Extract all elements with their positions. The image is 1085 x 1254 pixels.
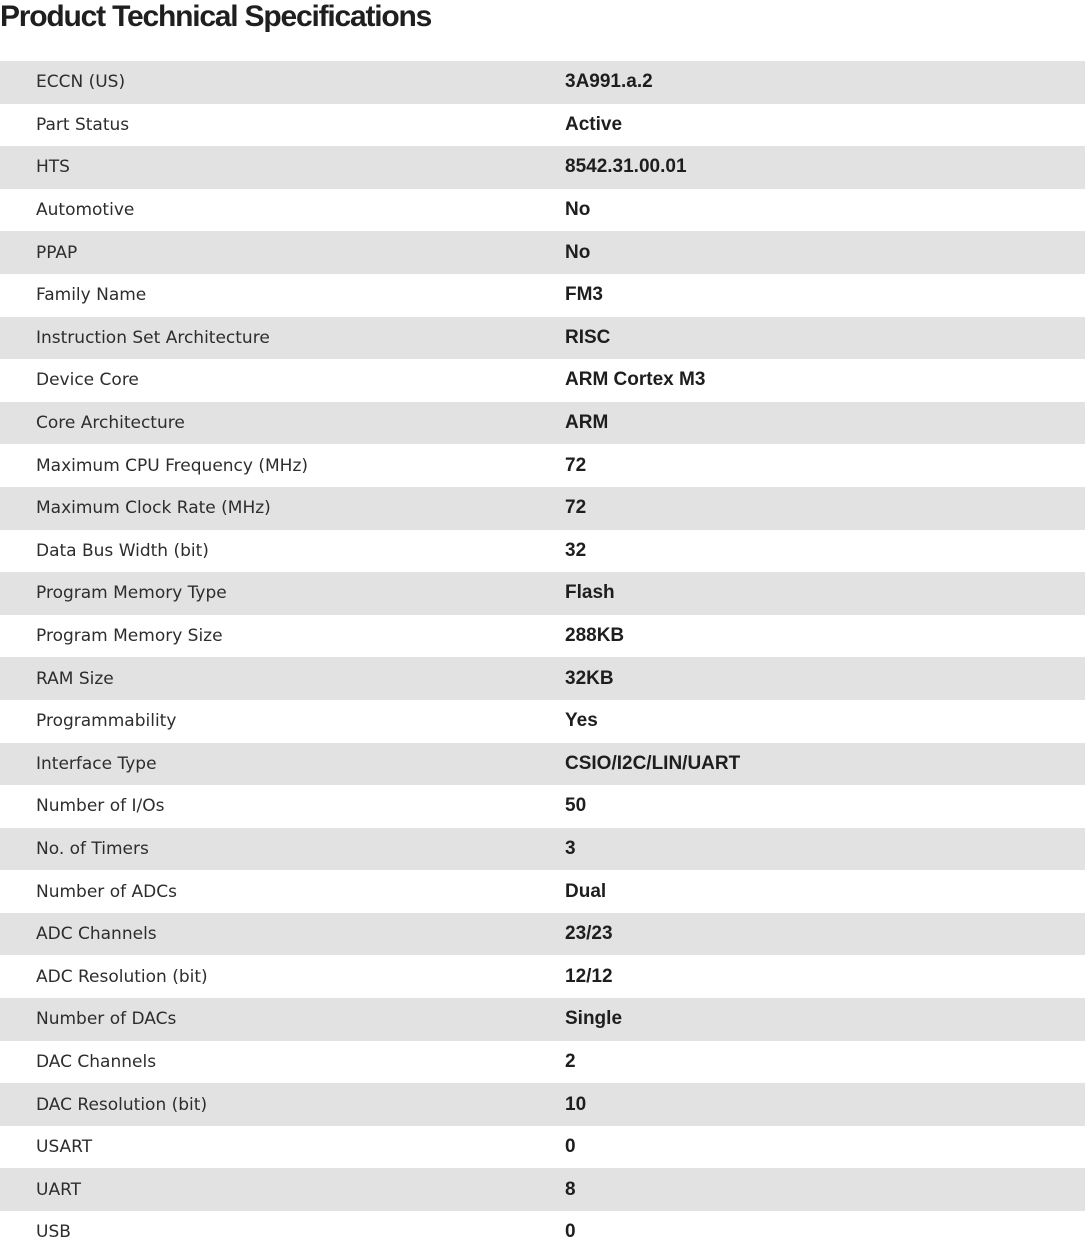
- spec-label: DAC Resolution (bit): [36, 1094, 208, 1115]
- spec-value: RISC: [565, 326, 611, 348]
- spec-label: UART: [36, 1179, 82, 1200]
- spec-row: [0, 317, 1085, 360]
- spec-value: 3A991.a.2: [565, 71, 653, 93]
- spec-row: [0, 700, 1085, 743]
- spec-value: 72: [565, 454, 587, 476]
- spec-row: [0, 1083, 1085, 1126]
- spec-value: No: [565, 199, 591, 221]
- spec-row: [0, 189, 1085, 232]
- spec-label: No. of Timers: [36, 838, 149, 859]
- spec-row: [0, 487, 1085, 530]
- spec-value: 8: [565, 1178, 576, 1200]
- spec-label: ADC Channels: [36, 924, 157, 945]
- spec-row: [0, 359, 1085, 402]
- spec-row: [0, 1211, 1085, 1254]
- spec-row: [0, 530, 1085, 573]
- spec-label: USB: [36, 1222, 71, 1243]
- spec-label: USART: [36, 1137, 93, 1158]
- spec-value: 32: [565, 539, 587, 561]
- spec-row: [0, 785, 1085, 828]
- spec-table: [0, 61, 1085, 1254]
- spec-label: ECCN (US): [36, 72, 126, 93]
- spec-label: Maximum Clock Rate (MHz): [36, 498, 271, 519]
- spec-row: [0, 913, 1085, 956]
- spec-label: Program Memory Type: [36, 583, 227, 604]
- spec-label: Interface Type: [36, 753, 157, 774]
- spec-label: RAM Size: [36, 668, 114, 689]
- spec-value: 23/23: [565, 923, 613, 945]
- spec-value: 50: [565, 795, 587, 817]
- spec-row: [0, 231, 1085, 274]
- spec-label: Number of I/Os: [36, 796, 165, 817]
- spec-value: 3: [565, 837, 576, 859]
- spec-value: CSIO/I2C/LIN/UART: [565, 752, 741, 774]
- spec-row: [0, 955, 1085, 998]
- spec-value: 288KB: [565, 625, 625, 647]
- spec-row: [0, 444, 1085, 487]
- spec-row: [0, 870, 1085, 913]
- spec-row: [0, 615, 1085, 658]
- spec-row: [0, 572, 1085, 615]
- spec-row: [0, 828, 1085, 871]
- spec-label: Number of ADCs: [36, 881, 177, 902]
- spec-value: ARM: [565, 412, 609, 434]
- spec-value: Yes: [565, 710, 598, 732]
- spec-label: Family Name: [36, 285, 147, 306]
- spec-label: Programmability: [36, 711, 177, 732]
- spec-label: Device Core: [36, 370, 139, 391]
- spec-label: ADC Resolution (bit): [36, 966, 208, 987]
- spec-value: 2: [565, 1050, 576, 1072]
- spec-label: Number of DACs: [36, 1009, 177, 1030]
- spec-value: 8542.31.00.01: [565, 156, 687, 178]
- spec-value: Flash: [565, 582, 615, 604]
- spec-value: Active: [565, 113, 623, 135]
- spec-value: 72: [565, 497, 587, 519]
- spec-label: Automotive: [36, 200, 135, 221]
- spec-label: HTS: [36, 157, 70, 178]
- spec-value: 0: [565, 1136, 576, 1158]
- spec-row: [0, 743, 1085, 786]
- spec-value: Dual: [565, 880, 607, 902]
- spec-label: Core Architecture: [36, 413, 185, 434]
- spec-row: [0, 1041, 1085, 1084]
- spec-value: 10: [565, 1093, 587, 1115]
- spec-value: Single: [565, 1008, 623, 1030]
- spec-value: FM3: [565, 284, 603, 306]
- spec-value: 32KB: [565, 667, 614, 689]
- spec-row: [0, 61, 1085, 104]
- spec-value: ARM Cortex M3: [565, 369, 706, 391]
- spec-value: 0: [565, 1221, 576, 1243]
- spec-row: [0, 1126, 1085, 1169]
- spec-label: Maximum CPU Frequency (MHz): [36, 455, 308, 476]
- spec-row: [0, 104, 1085, 147]
- spec-row: [0, 1168, 1085, 1211]
- spec-label: Part Status: [36, 114, 130, 135]
- spec-row: [0, 657, 1085, 700]
- spec-label: Instruction Set Architecture: [36, 327, 270, 348]
- spec-label: PPAP: [36, 242, 78, 263]
- spec-row: [0, 402, 1085, 445]
- spec-value: No: [565, 241, 591, 263]
- spec-row: [0, 274, 1085, 317]
- page-title: Product Technical Specifications: [0, 0, 432, 33]
- spec-label: DAC Channels: [36, 1051, 157, 1072]
- spec-label: Program Memory Size: [36, 626, 223, 647]
- spec-row: [0, 998, 1085, 1041]
- spec-row: [0, 146, 1085, 189]
- spec-value: 12/12: [565, 965, 613, 987]
- spec-label: Data Bus Width (bit): [36, 540, 209, 561]
